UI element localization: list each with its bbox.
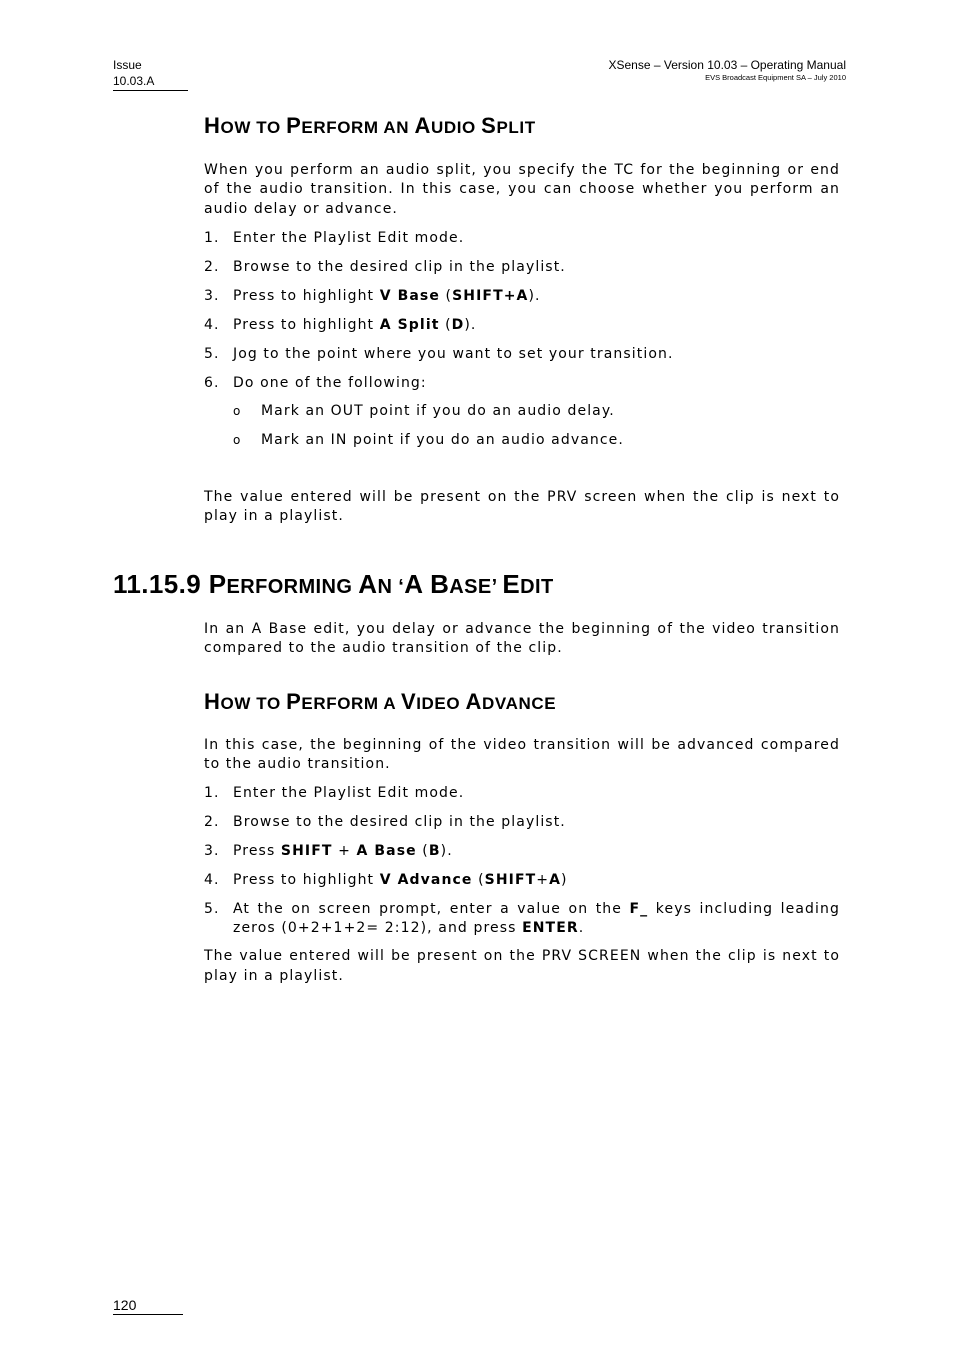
key-label: D	[451, 316, 465, 333]
issue-number: 10.03.A	[113, 74, 155, 88]
manual-title: XSense – Version 10.03 – Operating Manual	[608, 58, 846, 72]
list-item: 2. Browse to the desired clip in the playlist.	[204, 258, 566, 275]
video-advance-heading: HOW TO PERFORM A VIDEO ADVANCE	[204, 688, 557, 714]
issue-label: Issue	[113, 58, 142, 72]
list-item: 4. Press to highlight V Advance (SHIFT+A)	[204, 871, 568, 888]
key-label: F_	[629, 900, 649, 917]
key-label: SHIFT	[484, 871, 537, 888]
list-item: 2. Browse to the desired clip in the playlist.	[204, 813, 566, 830]
key-label: SHIFT+A	[452, 287, 529, 304]
key-label: A Base	[356, 842, 417, 859]
list-item: 1. Enter the Playlist Edit mode.	[204, 229, 465, 246]
bullet-marker: o	[233, 404, 242, 419]
a-base-heading: 11.15.9 PERFORMING AN ‘A BASE’ EDIT	[113, 569, 554, 599]
list-item: o Mark an OUT point if you do an audio delay.	[204, 402, 840, 421]
list-item: o Mark an IN point if you do an audio advance.	[204, 431, 840, 450]
section-number: 11.15.9	[113, 569, 202, 599]
list-item: 5. Jog to the point where you want to set your transition.	[204, 345, 674, 362]
key-label: V Base	[379, 287, 440, 304]
publisher-line: EVS Broadcast Equipment SA – July 2010	[705, 73, 846, 82]
a-base-section	[204, 620, 840, 986]
audio-split-options	[204, 402, 840, 450]
list-item: 3. Press SHIFT + A Base (B).	[204, 842, 453, 859]
list-item: 3. Press to highlight V Base (SHIFT+A).	[204, 287, 541, 304]
audio-split-section	[204, 110, 840, 527]
manual-header	[609, 57, 847, 83]
a-base-intro: In an A Base edit, you delay or advance the beginning of the video transition compared to the audio transition of the clip.	[204, 621, 840, 657]
list-item: 5. At the on screen prompt, enter a value on the F_ keys including leading zeros (0+2+1+2= 2:12), and press ENTER.	[204, 900, 840, 937]
key-label: A	[549, 871, 562, 888]
list-item: 4. Press to highlight A Split (D).	[204, 316, 477, 333]
list-item: 6. Do one of the following:	[204, 374, 427, 391]
issue-block	[113, 57, 188, 91]
key-label: SHIFT	[280, 842, 333, 859]
page-number: 120	[113, 1296, 183, 1315]
video-advance-steps	[204, 784, 840, 939]
audio-split-closing: The value entered will be present on the PRV screen when the clip is next to play in a playlist.	[204, 488, 840, 525]
key-label: ENTER	[522, 920, 579, 937]
key-label: A Split	[379, 316, 440, 333]
list-item: 1. Enter the Playlist Edit mode.	[204, 784, 465, 801]
audio-split-steps	[204, 229, 840, 393]
video-advance-intro: In this case, the beginning of the video transition will be advanced compared to the audio transition.	[204, 736, 840, 772]
bullet-marker: o	[233, 432, 242, 447]
key-label: V Advance	[379, 871, 473, 888]
key-label: B	[428, 842, 441, 859]
audio-split-intro: When you perform an audio split, you specify the TC for the beginning or end of the audio transition. In this case, you can choose whether you perform an audio delay or advance.	[204, 162, 840, 217]
video-advance-closing: The value entered will be present on the PRV SCREEN when the clip is next to play in a playlist.	[204, 948, 840, 984]
audio-split-heading: HOW TO PERFORM AN AUDIO SPLIT	[204, 113, 536, 138]
